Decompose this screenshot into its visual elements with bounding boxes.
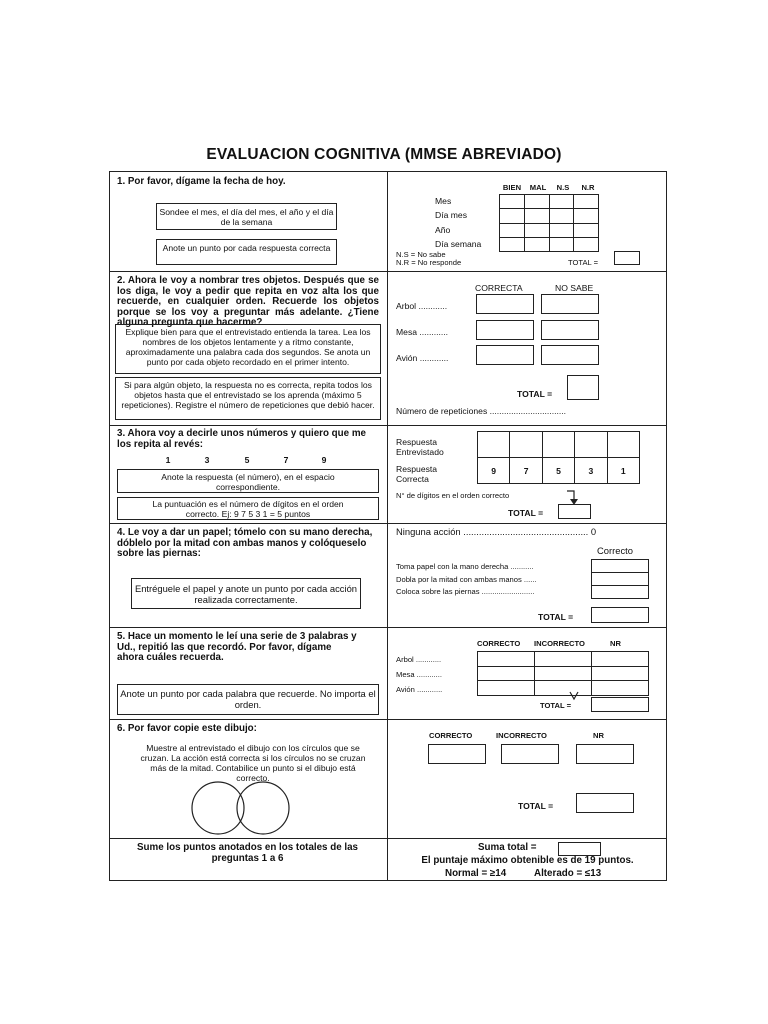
grid-cell[interactable] <box>510 432 542 458</box>
action-label: Coloca sobre las piernas ......................... <box>396 587 535 596</box>
row-label: Año <box>435 225 451 235</box>
intersecting-circles-drawing <box>185 780 297 836</box>
col-header: CORRECTO <box>477 639 521 648</box>
total-label: TOTAL = <box>508 508 544 518</box>
legend-nr: N.R = No responde <box>396 258 462 267</box>
row-label: Mes <box>435 196 452 206</box>
action-label: Toma papel con la mano derecha ........... <box>396 562 534 571</box>
grid-cell[interactable] <box>607 432 639 458</box>
altered-range: Alterado = ≤13 <box>534 868 602 879</box>
row-label: Día semana <box>435 239 482 249</box>
total-box[interactable] <box>614 251 640 265</box>
section-divider <box>109 719 667 720</box>
grid-cell[interactable] <box>478 666 535 681</box>
object-label: Arbol ............ <box>396 655 442 664</box>
question-6: 6. Por favor copie este dibujo: <box>117 723 257 734</box>
legend-ns: N.S = No sabe <box>396 250 446 259</box>
col-header: CORRECTO <box>429 731 473 740</box>
max-score-note: El puntaje máximo obtenible es de 19 puntos. <box>421 855 634 866</box>
sum-total-box[interactable] <box>558 842 601 856</box>
grid-cell[interactable] <box>478 652 535 667</box>
digits-label: N° de dígitos en el orden correcto <box>396 491 510 500</box>
col-header: N.S <box>556 183 570 192</box>
answer-box[interactable] <box>476 294 534 314</box>
grid-cell[interactable] <box>500 237 525 251</box>
number: 9 <box>321 455 327 465</box>
grid-cell[interactable] <box>524 237 549 251</box>
instruction-box: Anote un punto por cada palabra que recuerde. No importa el orden. <box>117 684 379 715</box>
total-box[interactable] <box>576 793 634 813</box>
col-header: BIEN <box>502 183 522 192</box>
number: 3 <box>204 455 210 465</box>
grid-cell[interactable] <box>500 209 525 223</box>
answer-box[interactable] <box>541 345 599 365</box>
no-action-line: Ninguna acción ................................................ 0 <box>396 526 597 537</box>
instruction-box: Sondee el mes, el día del mes, el año y el día de la semana <box>156 203 337 230</box>
digit-grid <box>477 431 640 484</box>
number: 1 <box>165 455 171 465</box>
grid-cell[interactable] <box>549 223 574 237</box>
date-grid <box>499 194 599 252</box>
total-label: TOTAL = <box>568 258 599 267</box>
row-label: Día mes <box>435 210 467 220</box>
label-correcta: Respuesta Correcta <box>396 464 438 484</box>
grid-cell[interactable] <box>592 586 649 599</box>
object-label: Mesa ............ <box>396 670 442 679</box>
col-header: NO SABE <box>555 283 594 293</box>
grid-cell[interactable] <box>500 195 525 209</box>
grid-cell[interactable] <box>549 209 574 223</box>
total-box[interactable] <box>567 375 599 400</box>
grid-cell[interactable] <box>478 681 535 696</box>
column-divider <box>387 171 388 881</box>
answer-box[interactable] <box>476 320 534 340</box>
grid-cell[interactable] <box>574 223 599 237</box>
col-header: INCORRECTO <box>496 731 547 740</box>
grid-cell[interactable] <box>592 560 649 573</box>
correct-digit: 5 <box>542 458 574 484</box>
object-label: Mesa ............ <box>396 327 449 337</box>
total-label: TOTAL = <box>517 389 553 399</box>
grid-cell[interactable] <box>524 209 549 223</box>
answer-box[interactable] <box>576 744 634 764</box>
grid-cell[interactable] <box>574 195 599 209</box>
question-1: 1. Por favor, dígame la fecha de hoy. <box>117 176 286 187</box>
instruction-box: Anote un punto por cada respuesta correcta <box>156 239 337 265</box>
grid-cell[interactable] <box>592 573 649 586</box>
instruction-box: Anote la respuesta (el número), en el espacio correspondiente. <box>117 469 379 493</box>
label-entrevistado: Respuesta Entrevistado <box>396 437 444 457</box>
instruction-box: Entréguele el papel y anote un punto por cada acción realizada correctamente. <box>131 578 361 609</box>
action-grid <box>591 559 649 599</box>
answer-box[interactable] <box>541 294 599 314</box>
answer-box[interactable] <box>501 744 559 764</box>
grid-cell[interactable] <box>535 666 592 681</box>
total-label: TOTAL = <box>540 701 572 710</box>
question-2: 2. Ahora le voy a nombrar tres objetos. Después que se los diga, le voy a pedir que repita en voz alta los que recuerde, en cualquier orden. Recuerde los objetos porque se los voy a preguntar más adelante. ¿Tiene alguna pregunta que hacerme? <box>117 275 379 328</box>
number: 7 <box>283 455 289 465</box>
section-divider <box>109 425 667 426</box>
normal-range: Normal = ≥14 <box>445 868 507 879</box>
correct-digit: 9 <box>478 458 510 484</box>
grid-cell[interactable] <box>549 237 574 251</box>
grid-cell[interactable] <box>592 652 649 667</box>
col-header: NR <box>593 731 604 740</box>
action-label: Dobla por la mitad con ambas manos ...... <box>396 575 537 584</box>
grid-cell[interactable] <box>542 432 574 458</box>
col-header: NR <box>610 639 621 648</box>
correct-digit: 3 <box>575 458 607 484</box>
answer-box[interactable] <box>541 320 599 340</box>
total-label: TOTAL = <box>538 612 574 622</box>
total-label: TOTAL = <box>518 801 554 811</box>
grid-cell[interactable] <box>478 432 510 458</box>
instruction-box: Explique bien para que el entrevistado entienda la tarea. Lea los nombres de los objetos lentamente y a ritmo constante, aproximadamente una palabra cada dos segundos. Se anota un punto por cada objeto recordado en el primer intento. <box>115 324 381 374</box>
col-header: MAL <box>529 183 547 192</box>
grid-cell[interactable] <box>535 652 592 667</box>
sum-instruction: Sume los puntos anotados en los totales de las preguntas 1 a 6 <box>136 842 359 864</box>
object-label: Avión ............ <box>396 353 449 363</box>
col-header: CORRECTA <box>475 283 523 293</box>
instruction-box: Si para algún objeto, la respuesta no es correcta, repita todos los objetos hasta que el entrevistado se los aprenda (máximo 5 repeticiones). Registre el número de repeticiones que debió hacer. <box>115 377 381 420</box>
section-divider <box>109 838 667 839</box>
correct-digit: 7 <box>510 458 542 484</box>
grid-cell[interactable] <box>592 666 649 681</box>
number: 5 <box>244 455 250 465</box>
sum-total-label: Suma total = <box>478 842 537 853</box>
grid-cell[interactable] <box>574 237 599 251</box>
col-header: N.R <box>581 183 595 192</box>
question-3: 3. Ahora voy a decirle unos números y quiero que me los repita al revés: <box>117 428 366 450</box>
section-divider <box>109 271 667 272</box>
grid-cell[interactable] <box>549 195 574 209</box>
col-header: Correcto <box>597 545 633 556</box>
repetitions-field: Número de repeticiones ................................ <box>396 406 567 416</box>
section-divider <box>109 523 667 524</box>
answer-box[interactable] <box>428 744 486 764</box>
object-label: Arbol ............ <box>396 301 448 311</box>
grid-cell[interactable] <box>535 681 592 696</box>
grid-cell[interactable] <box>575 432 607 458</box>
grid-cell[interactable] <box>574 209 599 223</box>
grid-cell[interactable] <box>524 195 549 209</box>
correct-digit: 1 <box>607 458 639 484</box>
answer-box[interactable] <box>476 345 534 365</box>
object-label: Avión ............ <box>396 685 443 694</box>
question-5: 5. Hace un momento le leí una serie de 3 palabras y Ud., repitió las que recordó. Por favor, dígame ahora cuáles recuerda. <box>117 631 357 663</box>
section-divider <box>109 627 667 628</box>
grid-cell[interactable] <box>524 223 549 237</box>
page-title: EVALUACION COGNITIVA (MMSE ABREVIADO) <box>206 146 562 163</box>
total-box[interactable] <box>591 697 649 712</box>
grid-cell[interactable] <box>592 681 649 696</box>
total-box[interactable] <box>558 504 591 519</box>
grid-cell[interactable] <box>500 223 525 237</box>
col-header: INCORRECTO <box>534 639 585 648</box>
instruction-box: La puntuación es el número de dígitos en el orden correcto. Ej: 9 7 5 3 1 = 5 puntos <box>117 497 379 520</box>
instructions-text: Muestre al entrevistado el dibujo con los círculos que se cruzan. La acción está correcta si los círculos no se cruzan más de la mitad. Contabilice un punto si el dibujo está correcto. <box>140 743 366 783</box>
question-4: 4. Le voy a dar un papel; tómelo con su mano derecha, dóblelo por la mitad con ambas manos y colóqueselo sobre las piernas: <box>117 527 373 559</box>
recall-grid <box>477 651 649 696</box>
total-box[interactable] <box>591 607 649 623</box>
